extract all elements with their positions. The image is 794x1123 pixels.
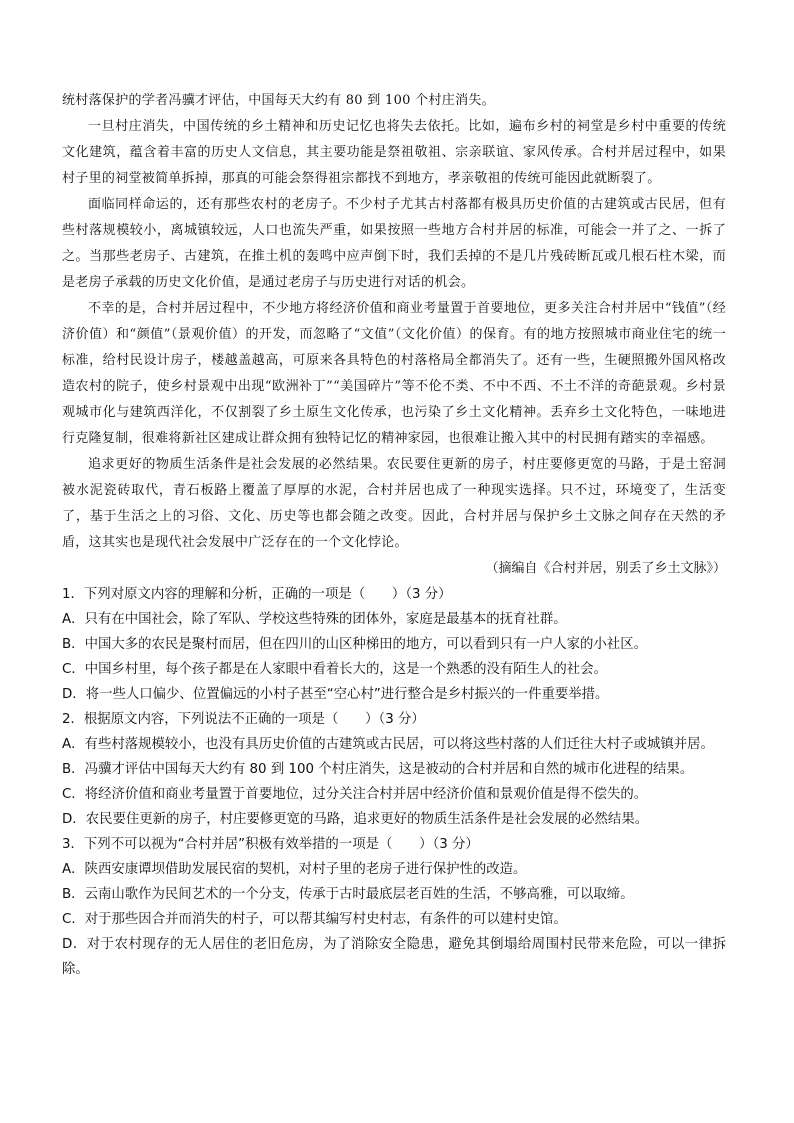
question-2-option-c: C．将经济价值和商业考量置于首要地位，过分关注合村并居中经济价值和景观价值是得不偿失的。 [62,787,648,802]
question-3-option-a: A．陕西安康谭坝借助发展民宿的契机，对村子里的老房子进行保护性的改造。 [62,862,527,877]
question-3-stem: 3．下列不可以视为“合村并居”积极有效举措的一项是（ ）（3 分） [62,837,479,852]
article-paragraph-3: 不幸的是，合村并居过程中，不少地方将经济价值和商业考量置于首要地位，更多关注合村并居中“钱值”（经济价值）和“颜值”（景观价值）的开发，而忽略了“文值”（文化价值）的保育。有的地方按照城市商业住宅的统一标准，给村民设计房子，楼越盖越高，可原来各具特色的村落格局全都消失了。还有一些，生硬照搬外国风格改造农村的院子，使乡村景观中出现“欧洲补丁”“美国碎片”等不伦不类、不中不西、不土不洋的奇葩景观。乡村景观城市化与建筑西洋化，不仅割裂了乡土原生文化传承，也污染了乡土文化精神。丢弃乡土文化特色，一味地进行克隆复制，很难将新社区建成让群众拥有独特记忆的精神家园，也很难让搬入其中的村民拥有踏实的幸福感。 [62,301,726,446]
question-1-option-d: D．将一些人口偏少、位置偏远的小村子甚至“空心村”进行整合是乡村振兴的一件重要举措。 [62,687,609,702]
question-1 [62,582,726,707]
question-2-option-b: B．冯骥才评估中国每天大约有 80 到 100 个村庄消失，这是被动的合村并居和自然的城市化进程的结果。 [62,762,694,777]
question-3-option-b: B．云南山歌作为民间艺术的一个分支，传承于古时最底层老百姓的生活，不够高雅，可以取缔。 [62,887,634,902]
question-2 [62,707,726,832]
question-3 [62,832,726,982]
question-2-stem: 2．根据原文内容，下列说法不正确的一项是（ ）（3 分） [62,712,425,727]
question-1-option-c: C．中国乡村里，每个孩子都是在人家眼中看着长大的，这是一个熟悉的没有陌生人的社会。 [62,662,607,677]
document-page [62,88,726,982]
article-paragraph-1: 一旦村庄消失，中国传统的乡土精神和历史记忆也将失去依托。比如，遍布乡村的祠堂是乡村中重要的传统文化建筑，蕴含着丰富的历史人文信息，其主要功能是祭祖敬祖、宗亲联谊、家风传承。合村并居过程中，如果村子里的祠堂被简单拆掉，那真的可能会祭得祖宗都找不到地方，孝亲敬祖的传统可能因此就断裂了。 [62,119,726,186]
question-1-option-b: B．中国大多的农民是聚村而居，但在四川的山区种梯田的地方，可以看到只有一户人家的小社区。 [62,637,647,652]
question-2-option-d: D．农民要住更新的房子，村庄要修更宽的马路，追求更好的物质生活条件是社会发展的必然结果。 [62,812,649,827]
question-1-stem: 1．下列对原文内容的理解和分析，正确的一项是（ ）（3 分） [62,587,452,602]
question-3-option-d: D．对于农村现存的无人居住的老旧危房，为了消除安全隐患，避免其倒塌给周围村民带来危险，可以一律拆除。 [62,937,726,977]
article-paragraph-4: 追求更好的物质生活条件是社会发展的必然结果。农民要住更新的房子，村庄要修更宽的马路，于是土窑洞被水泥瓷砖取代，青石板路上覆盖了厚厚的水泥，合村并居也成了一种现实选择。只不过，环境变了，生活变了，基于生活之上的习俗、文化、历史等也都会随之改变。因此，合村并居与保护乡土文脉之间存在天然的矛盾，这其实也是现代社会发展中广泛存在的一个文化悖论。 [62,457,726,550]
article-paragraph-2: 面临同样命运的，还有那些农村的老房子。不少村子尤其古村落都有极具历史价值的古建筑或古民居，但有些村落规模较小，离城镇较远，人口也流失严重，如果按照一些地方合村并居的标准，可能会一并了之、一拆了之。当那些老房子、古建筑，在推土机的轰鸣中应声倒下时，我们丢掉的不是几片残砖断瓦或几根石柱木梁，而是老房子承载的历史文化价值，是通过老房子与历史进行对话的机会。 [62,197,726,290]
question-2-option-a: A．有些村落规模较小，也没有具历史价值的古建筑或古民居，可以将这些村落的人们迁往大村子或城镇并居。 [62,737,714,752]
question-1-option-a: A．只有在中国社会，除了军队、学校这些特殊的团体外，家庭是最基本的抚育社群。 [62,612,567,627]
article-source: （摘编自《合村并居，别丢了乡土文脉》） [485,561,726,576]
article-paragraph-0: 统村落保护的学者冯骥才评估，中国每天大约有 80 到 100 个村庄消失。 [62,93,495,108]
question-3-option-c: C．对于那些因合并而消失的村子，可以帮其编写村史村志，有条件的可以建村史馆。 [62,912,567,927]
